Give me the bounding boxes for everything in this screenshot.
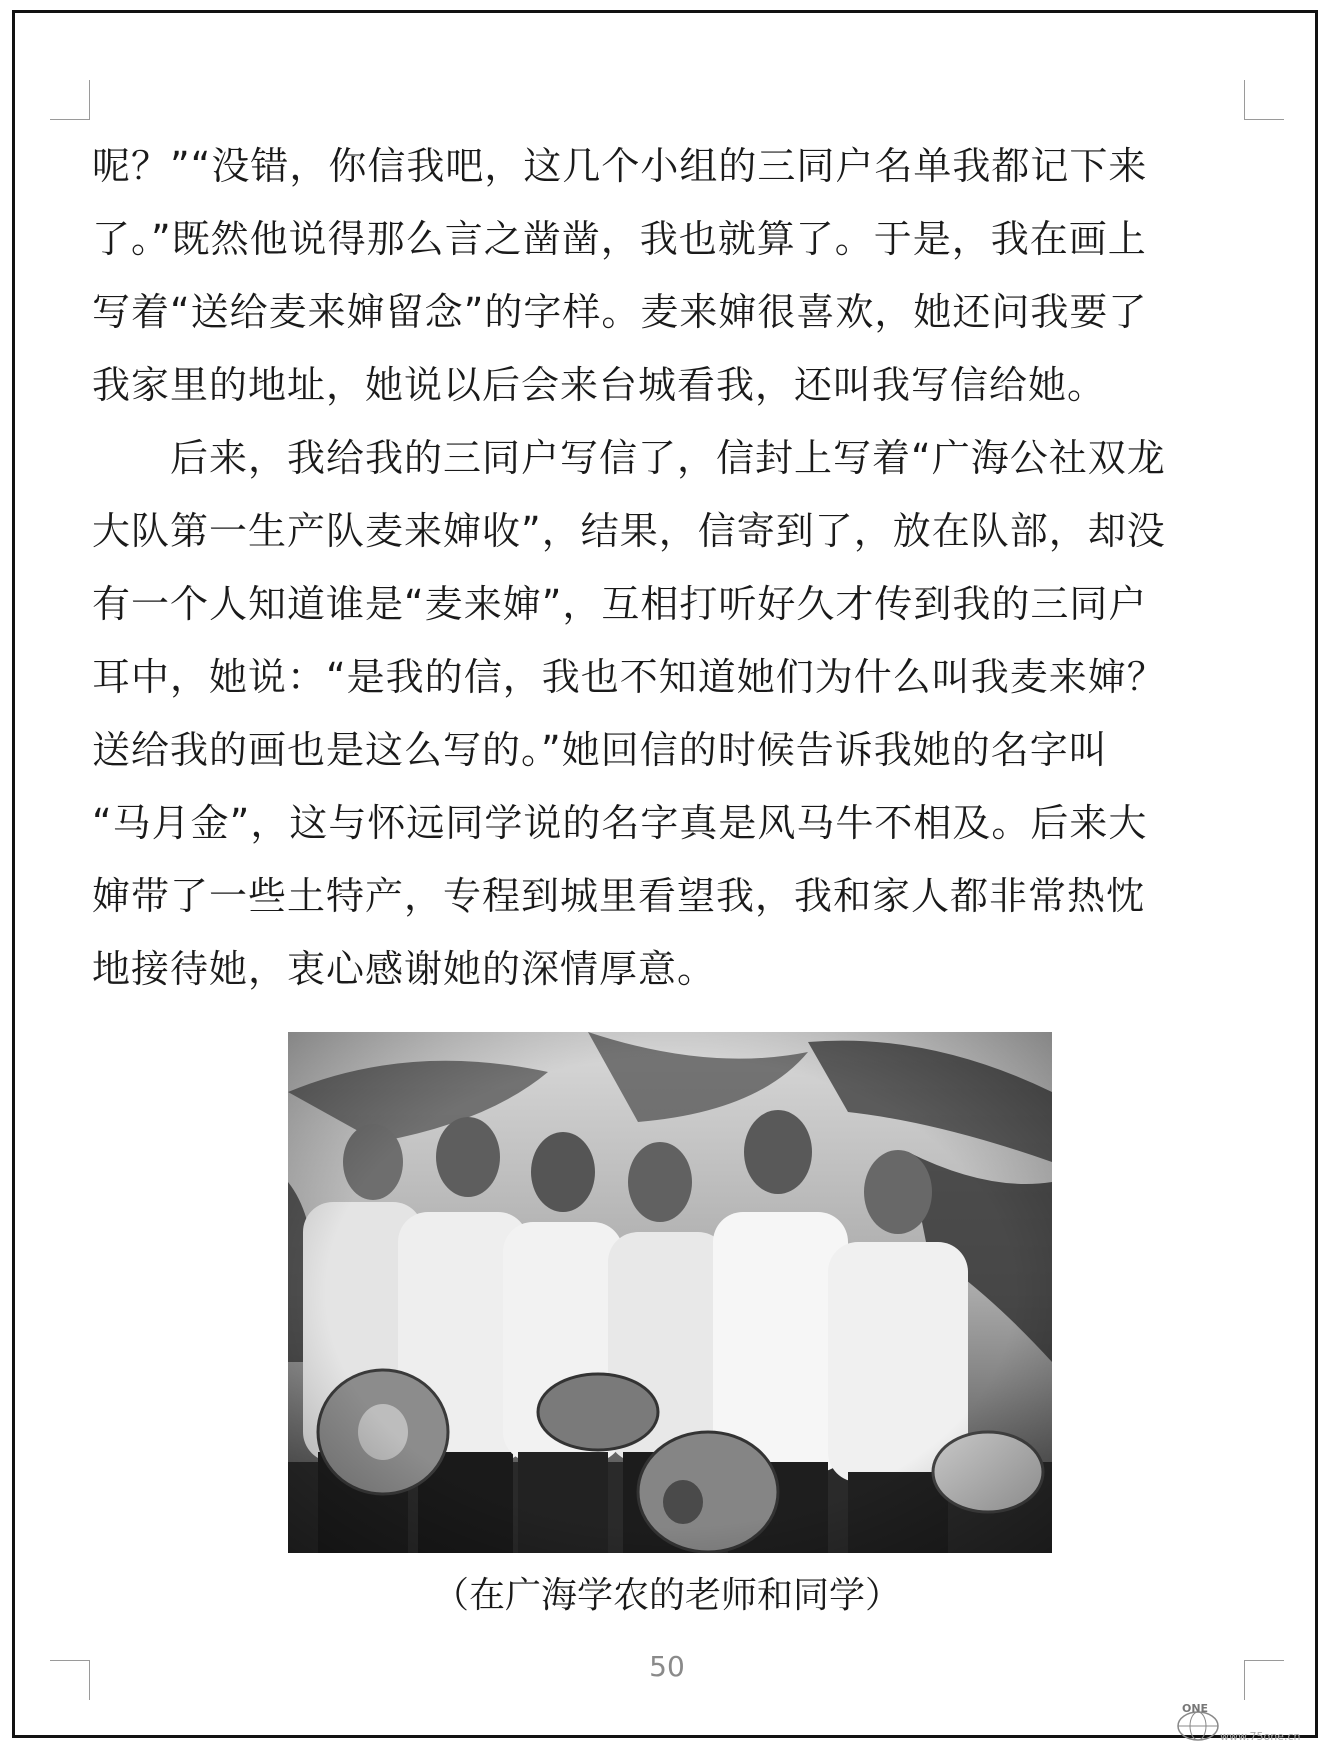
watermark-logo-text: ONE — [1182, 1702, 1209, 1715]
text-line: 婶带了一些土特产，专程到城里看望我，我和家人都非常热忱 — [92, 874, 1146, 918]
text-line: 地接待她，衷心感谢她的深情厚意。 — [92, 947, 717, 991]
text-line: 耳中，她说：“是我的信，我也不知道她们为什么叫我麦来婶？ — [92, 655, 1166, 699]
text-line: 写着“送给麦来婶留念”的字样。麦来婶很喜欢，她还问我要了 — [92, 290, 1148, 334]
text-line: 我家里的地址，她说以后会来台城看我，还叫我写信给她。 — [92, 363, 1107, 407]
group-photo-illustration — [288, 1032, 1052, 1553]
watermark — [1172, 1700, 1322, 1744]
text-line: 后来，我给我的三同户写信了，信封上写着“广海公社双龙 — [170, 436, 1166, 480]
text-line: 了。”既然他说得那么言之凿凿，我也就算了。于是，我在画上 — [92, 217, 1147, 261]
group-photo — [288, 1032, 1052, 1553]
globe-logo-icon — [1172, 1700, 1322, 1744]
crop-mark-top-left — [50, 80, 90, 120]
text-line: 送给我的画也是这么写的。”她回信的时候告诉我她的名字叫 — [92, 728, 1108, 772]
photo-caption: （在广海学农的老师和同学） — [432, 1575, 901, 1616]
crop-mark-top-right — [1244, 80, 1284, 120]
body-text — [92, 130, 1242, 1006]
watermark-url: www.75one.cn — [1220, 1730, 1301, 1743]
text-line: “马月金”，这与怀远同学说的名字真是风马牛不相及。后来大 — [92, 801, 1148, 845]
text-line: 大队第一生产队麦来婶收”，结果，信寄到了，放在队部，却没 — [92, 509, 1166, 553]
text-line: 呢？”“没错，你信我吧，这几个小组的三同户名单我都记下来 — [92, 144, 1148, 188]
text-line: 有一个人知道谁是“麦来婶”，互相打听好久才传到我的三同户 — [92, 582, 1148, 626]
page-number: 50 — [649, 1650, 685, 1683]
